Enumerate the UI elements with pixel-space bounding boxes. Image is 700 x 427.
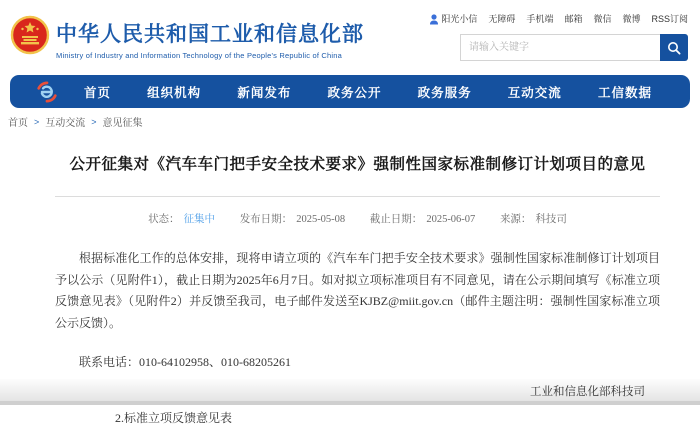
brand-block (56, 18, 364, 60)
assistant-icon (429, 14, 439, 25)
nav-item-news[interactable]: 新闻发布 (237, 85, 292, 100)
nav-items (84, 83, 652, 101)
quick-links (429, 12, 688, 25)
nav-item-data[interactable]: 工信数据 (597, 85, 652, 100)
national-emblem-icon (10, 15, 50, 55)
search-icon (667, 41, 681, 55)
source-value: 科技司 (535, 214, 567, 225)
nav-item-gov-services[interactable]: 政务服务 (417, 85, 472, 100)
publish-date-label: 发布日期： (239, 214, 293, 225)
quick-link-mobile[interactable]: 手机端 (526, 14, 554, 25)
nav-item-interaction[interactable]: 互动交流 (507, 85, 562, 100)
search-button[interactable] (660, 34, 688, 61)
department-signature: 工业和信息化部科技司 (530, 386, 645, 398)
main-nav (10, 75, 690, 108)
paragraph: 根据标准化工作的总体安排，现将申请立项的《汽车车门把手安全技术要求》强制性国家标准制修订计划项目予以公示（见附件1），截止日期为2025年6月7日。如对拟立项标准项目有不同意见，请在公示期间填写《标准立项反馈意见表》（见附件2）并反馈至我司，电子邮件发送至KJBZ@miit.gov.cn（邮件主题注明：强制性国家标准立项公示反馈）。 (55, 251, 660, 330)
ministry-name: 中华人民共和国工业和信息化部 (56, 22, 364, 46)
quick-link-weibo[interactable]: 微博 (622, 14, 641, 25)
nav-item-home[interactable]: 首页 (84, 85, 112, 100)
quick-link-assistant[interactable]: 阳光小信 (429, 12, 477, 25)
site-header (0, 0, 700, 70)
title-divider (55, 196, 660, 197)
quick-link-wechat[interactable]: 微信 (593, 14, 612, 25)
quick-link-mail[interactable]: 邮箱 (564, 14, 583, 25)
nav-item-organization[interactable]: 组织机构 (147, 85, 202, 100)
status-badge: 征集中 (183, 214, 216, 225)
attachment-link-2[interactable]: 2.标准立项反馈意见表 (115, 410, 233, 425)
breadcrumb-comment-collection[interactable]: 意见征集 (102, 118, 143, 129)
deadline-label: 截止日期： (369, 214, 423, 225)
breadcrumb (8, 114, 143, 129)
ministry-name-en: Ministry of Industry and Information Technology of the People's Republic of China (56, 51, 342, 60)
search-input[interactable] (460, 34, 660, 61)
nav-item-gov-affairs[interactable]: 政务公开 (327, 85, 382, 100)
source-label: 来源： (499, 214, 532, 225)
breadcrumb-home[interactable]: 首页 (8, 118, 28, 129)
contact-phone: 联系电话：010-64102958、010-68205261 (79, 355, 291, 370)
publish-date-value: 2025-05-08 (296, 214, 346, 225)
page-title: 公开征集对《汽车车门把手安全技术要求》强制性国家标准制修订计划项目的意见 (69, 156, 646, 173)
deadline-value: 2025-06-07 (426, 214, 476, 225)
search-bar (460, 34, 688, 61)
breadcrumb-separator: > (34, 116, 40, 127)
breadcrumb-interaction[interactable]: 互动交流 (45, 118, 86, 129)
quick-link-rss[interactable]: RSS订阅 (651, 14, 688, 25)
quick-link-accessibility[interactable]: 无障碍 (488, 14, 516, 25)
breadcrumb-separator: > (91, 116, 97, 127)
miit-logo-icon (36, 81, 58, 103)
status-label: 状态： (148, 214, 180, 225)
article-meta (55, 211, 660, 226)
